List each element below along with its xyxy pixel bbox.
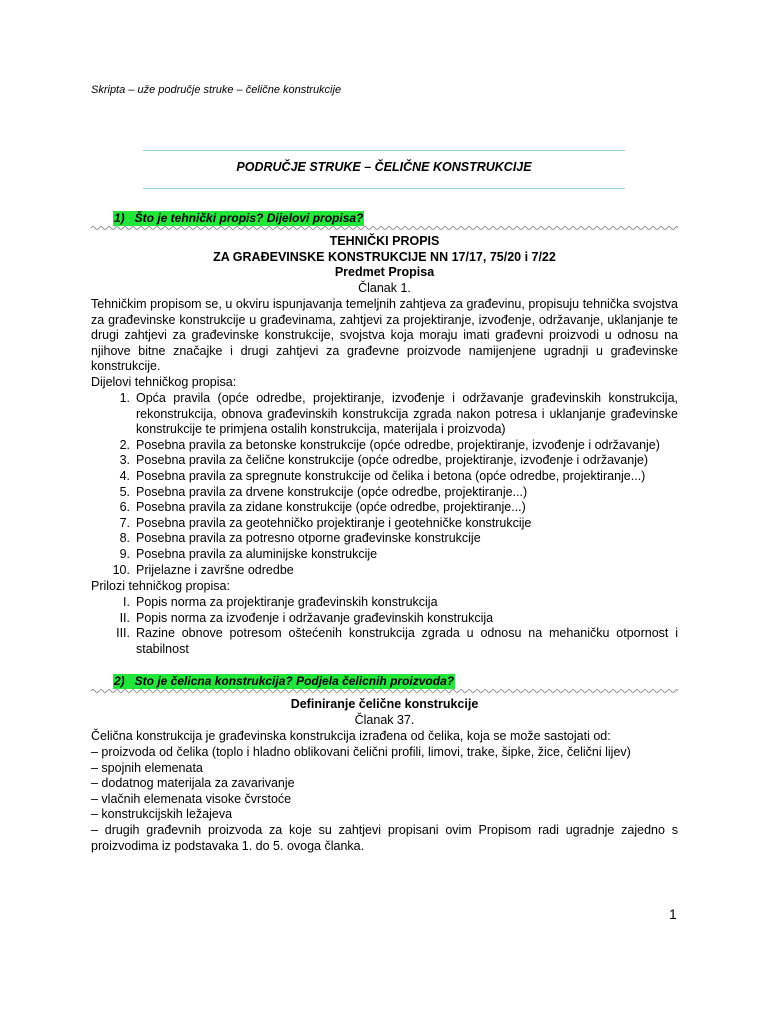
list-item: – proizvoda od čelika (toplo i hladno oblikovani čelični profili, limovi, trake, šipke, žice, čelični lijev)	[91, 745, 631, 759]
title-rule-bottom	[143, 188, 625, 189]
list-item: 5. Posebna pravila za drvene konstrukcije (opće odredbe, projektiranje...)	[119, 484, 528, 499]
question-1-highlight	[113, 211, 364, 226]
list-item: 4. Posebna pravila za spregnute konstrukcije od čelika i betona (opće odredbe, projektiranje...)	[119, 468, 646, 483]
question-2-highlight	[113, 674, 455, 689]
heading-tehnicki-propis: TEHNIČKI PROPIS	[329, 234, 440, 248]
annex-list	[91, 595, 678, 657]
question-2-text: Sto je čelicna konstrukcija? Podjela čelicnih proizvoda?	[134, 674, 455, 688]
article-37-label: Članak 37.	[354, 713, 415, 727]
wavy-underline	[91, 225, 678, 231]
question-1	[91, 211, 678, 227]
list-item: 2. Posebna pravila za betonske konstrukcije (opće odredbe, projektiranje, izvođenje i održavanje)	[119, 437, 660, 452]
article-1-label: Članak 1.	[358, 281, 411, 295]
parts-label: Dijelovi tehničkog propisa:	[91, 375, 237, 389]
heading-nn: ZA GRAĐEVINSKE KONSTRUKCIJE NN 17/17, 75/20 i 7/22	[213, 249, 556, 264]
question-1-number: 1)	[114, 211, 125, 225]
list-item: – drugih građevnih proizvoda za koje su zahtjevi propisani ovim Propisom radi ugradnje zajedno s proizvodima iz podstavaka 1. do 5. ovoga članka.	[91, 822, 678, 853]
question-1-text: Što je tehnički propis? Dijelovi propisa?	[134, 211, 364, 225]
list-item: – konstrukcijskih ležajeva	[91, 807, 233, 822]
article-1-paragraph: Tehničkim propisom se, u okviru ispunjavanja temeljnih zahtjeva za građevinu, propisuju tehnička svojstva za građevinske konstrukcije u građevinama, zahtjevi za projektiranje, izvođenje, održavanje, uklanjanje te drugi zahtjevi za građevinske konstrukcije, svojstva koja moraju imati građevni proizvodi u odnosu na njihove bitne značajke i drugi zahtjevi za građevne proizvode namijenjene ugradnji u građevinske konstrukcije.	[91, 297, 678, 374]
list-item: 9. Posebna pravila za aluminijske konstrukcije	[119, 546, 378, 561]
document-title: PODRUČJE STRUKE – ČELIČNE KONSTRUKCIJE	[236, 160, 532, 174]
list-item: 1. Opća pravila (opće odredbe, projektiranje, izvođenje i održavanje građevinskih konstrukcija, rekonstrukcija, obnova građevinskih konstrukcija zgrada nakon potresa i uklanjanje građevinske konstrukcije te primjena ostalih konstrukcija, materijala i proizvoda)	[119, 391, 678, 437]
heading-predmet-propisa: Predmet Propisa	[334, 265, 435, 280]
page-number: 1	[669, 906, 677, 922]
list-item: III. Razine obnove potresom oštećenih konstrukcija zgrada u odnosu na mehaničku otpornost i stabilnost	[116, 626, 678, 656]
list-item: – vlačnih elemenata visoke čvrstoće	[91, 791, 292, 806]
running-header: Skripta – uže područje struke – čelične konstrukcije	[91, 84, 342, 96]
annex-label: Prilozi tehničkog propisa:	[91, 579, 230, 593]
section-2-heading: Definiranje čelične konstrukcije	[290, 697, 479, 711]
section-1-heading	[91, 234, 678, 281]
list-item: 3. Posebna pravila za čelične konstrukcije (opće odredbe, projektiranje, izvođenje i održavanje)	[119, 453, 649, 468]
title-rule-top	[143, 150, 625, 151]
list-item: II. Popis norma za izvođenje i održavanje građevinskih konstrukcija	[119, 610, 494, 625]
list-item: I. Popis norma za projektiranje građevinskih konstrukcija	[123, 595, 438, 609]
list-item: 6. Posebna pravila za zidane konstrukcije (opće odredbe, projektiranje...)	[119, 500, 526, 515]
list-item: – dodatnog materijala za zavarivanje	[91, 776, 295, 791]
component-list	[91, 745, 678, 854]
question-2	[91, 674, 678, 690]
list-item: 7. Posebna pravila za geotehničko projektiranje i geotehničke konstrukcije	[119, 515, 532, 530]
parts-list	[91, 391, 678, 578]
list-item: 10. Prijelazne i završne odredbe	[112, 562, 294, 577]
wavy-underline	[91, 688, 678, 694]
article-37-intro: Čelična konstrukcija je građevinska konstrukcija izrađena od čelika, koja se može sastojati od:	[91, 729, 611, 743]
list-item: – spojnih elemenata	[91, 760, 203, 775]
list-item: 8. Posebna pravila za potresno otporne građevinske konstrukcije	[119, 531, 481, 546]
question-2-number: 2)	[114, 674, 125, 688]
